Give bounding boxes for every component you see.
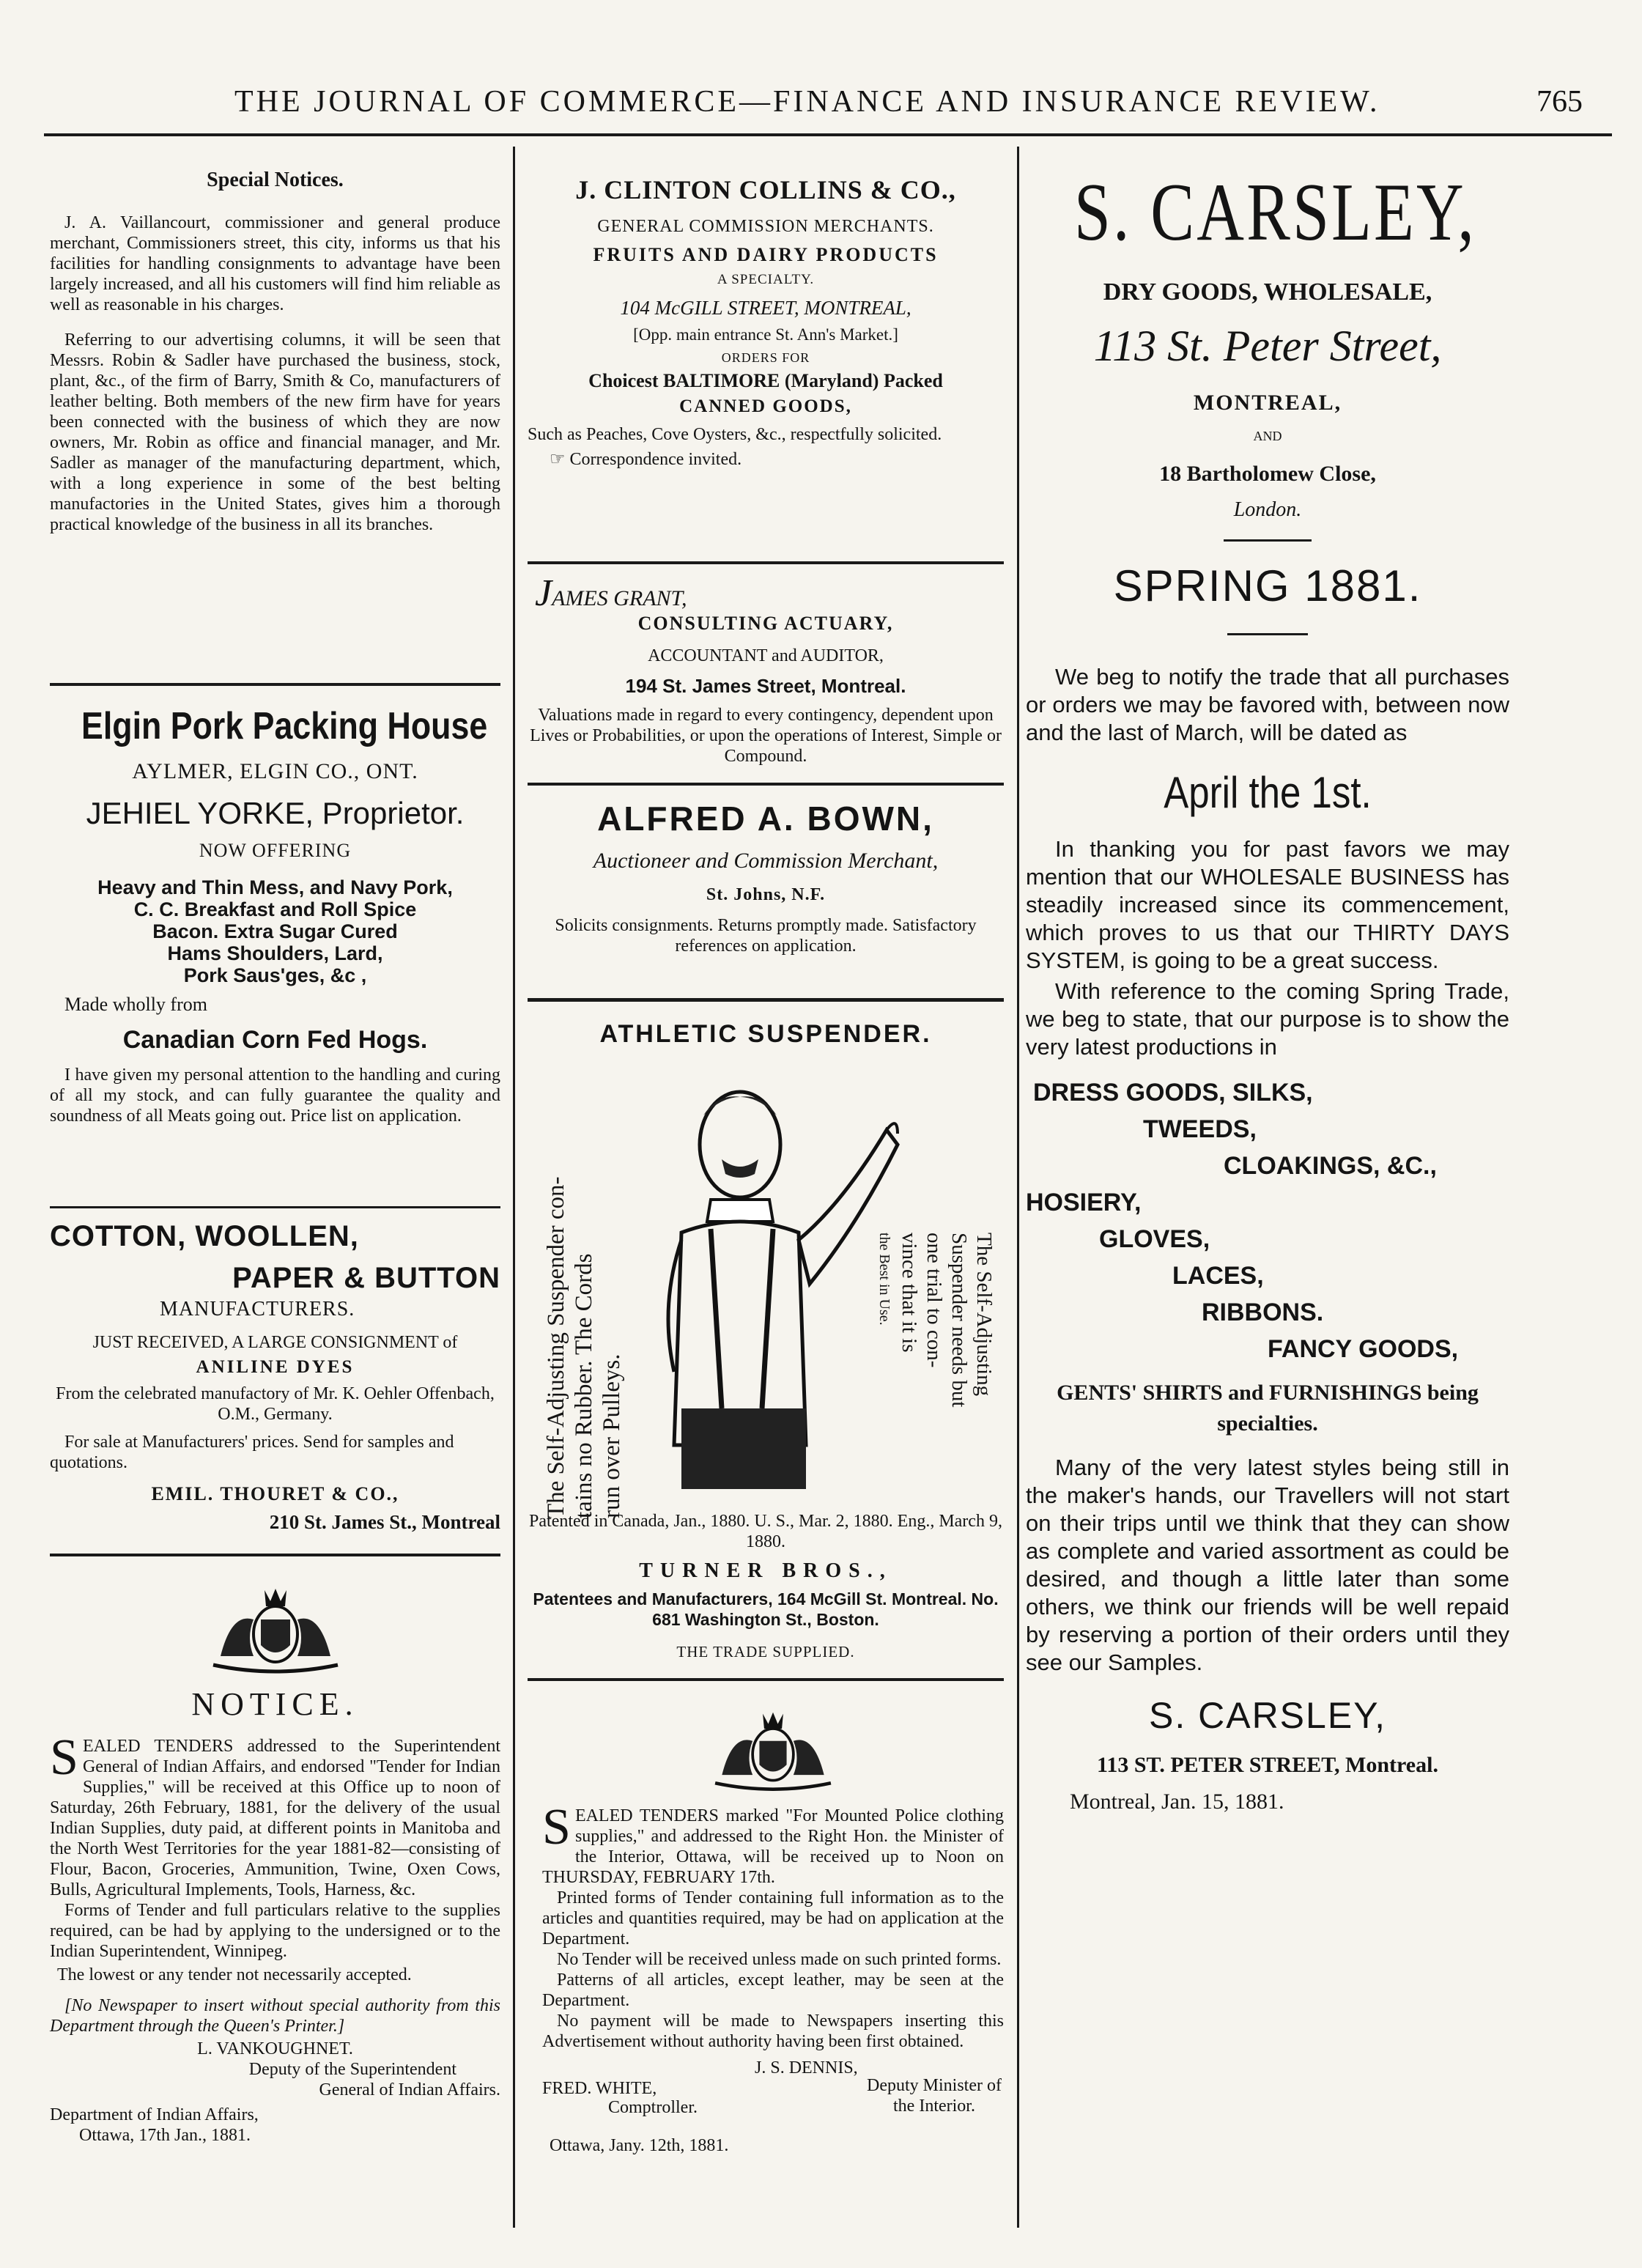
collins-name: J. CLINTON COLLINS & CO., <box>575 175 956 204</box>
grant-body: Valuations made in regard to every contingency, dependent upon Lives or Probabilities, or upon the operations of Interest, Simple or Compound. <box>530 706 1002 766</box>
notice-body-1: SEALED TENDERS addressed to the Superintendent General of Indian Affairs, and endorsed "Tender for Indian Supplies," will be received at this Office up to noon of Saturday, 26th February, 1881, for the delivery of the usual Indian Supplies, duty paid, at different points in Manitoba and the North West Territories for the year 1881-82—consisting of Flour, Bacon, Groceries, Ammunition, Twine, Oxen Cows, Bulls, Agricultural Implements, Tools, Harness, &c. <box>50 1729 500 1899</box>
collins-canned: CANNED GOODS, <box>679 396 852 416</box>
signer-white: FRED. WHITE, <box>542 2079 657 2098</box>
column-divider-2 <box>1017 147 1019 2228</box>
tenders-signatures <box>542 2058 1004 2125</box>
collins-choicest: Choicest BALTIMORE (Maryland) Packed <box>588 370 943 391</box>
bown-role: Auctioneer and Commission Merchant, <box>593 849 939 873</box>
goods-item: FANCY GOODS, <box>1268 1335 1459 1363</box>
suspender-trade: THE TRADE SUPPLIED. <box>676 1643 855 1661</box>
cotton-received: JUST RECEIVED, A LARGE CONSIGNMENT of <box>92 1333 458 1352</box>
carsley-april: April the 1st. <box>1164 768 1372 817</box>
bown-ad <box>528 799 1004 956</box>
tenders-body-5: No payment will be made to Newspapers inserting this Advertisement without authority having been first obtained. <box>542 2012 1004 2051</box>
elgin-offering: NOW OFFERING <box>199 840 352 861</box>
carsley-city: MONTREAL, <box>1193 391 1342 415</box>
col2-rule-3 <box>528 998 1004 1002</box>
running-title: THE JOURNAL OF COMMERCE—FINANCE AND INSURANCE REVIEW. <box>234 85 1380 119</box>
elgin-proprietor: JEHIEL YORKE, Proprietor. <box>86 796 465 830</box>
header-rule <box>44 133 1612 136</box>
collins-correspondence: ☞ Correspondence invited. <box>550 450 742 469</box>
carsley-season: SPRING 1881. <box>1113 561 1422 610</box>
col1-rule-2 <box>50 1206 500 1208</box>
short-rule <box>1224 539 1312 542</box>
carsley-thanking: In thanking you for past favors we may mention that our WHOLESALE BUSINESS has steadily increased since its commencement, which proves to us that our THIRTY DAYS SYSTEM, is going to be a great success. <box>1026 836 1509 973</box>
signer-dennis-title: Deputy Minister of the Interior. <box>867 2076 1002 2116</box>
notice-body-3: The lowest or any tender not necessarily accepted. <box>57 1965 412 1984</box>
goods-item: CLOAKINGS, &C., <box>1224 1152 1437 1180</box>
goods-item: LACES, <box>1172 1262 1264 1290</box>
suspender-patent: Patented in Canada, Jan., 1880. U. S., Mar. 2, 1880. Eng., March 9, 1880. <box>529 1512 1002 1551</box>
carsley-ad <box>1026 169 1509 1814</box>
notice-robin-sadler: Referring to our advertising columns, it will be seen that Messrs. Robin & Sadler have purchased the business, stock, plant, &c., of the firm of Barry, Smith & Co, manufacturers of leather belting. Both members of the new firm have for years been connected with the business of which they are now owners, Mr. Robin as office and financial manager, and Mr. Sadler as manager of the manufacturing department, which, with a long experience in some of the best belting manufactories in the United States, gives him a thorough practical knowledge of the business in all its branches. <box>50 330 500 534</box>
indian-notice <box>50 1576 500 2146</box>
product-line: Pork Saus'ges, &c , <box>183 964 367 986</box>
notice-date: Ottawa, 17th Jan., 1881. <box>79 2126 251 2145</box>
collins-products: FRUITS AND DAIRY PRODUCTS <box>593 244 939 265</box>
carsley-london-address: 18 Bartholomew Close, <box>1159 462 1376 486</box>
drop-cap: S <box>542 1799 571 1855</box>
goods-item: TWEEDS, <box>1143 1115 1257 1143</box>
carsley-sig-name: S. CARSLEY, <box>1148 1695 1386 1736</box>
grant-address: 194 St. James Street, Montreal. <box>625 675 906 697</box>
carsley-name: S. CARSLEY, <box>1074 167 1476 258</box>
goods-item: GLOVES, <box>1099 1225 1210 1253</box>
column-divider-1 <box>513 147 515 2228</box>
bown-body: Solicits consignments. Returns promptly made. Satisfactory references on application. <box>555 916 977 956</box>
col2-rule-2 <box>528 783 1004 786</box>
collins-subtitle: GENERAL COMMISSION MERCHANTS. <box>597 217 934 236</box>
tenders-body-2: Printed forms of Tender containing full information as to the articles and quantities required, may be had on application at the Department. <box>542 1888 1004 1949</box>
goods-item: DRESS GOODS, SILKS, <box>1033 1079 1313 1107</box>
carsley-london: London. <box>1233 498 1302 521</box>
drop-cap: J <box>535 572 552 614</box>
elgin-title: Elgin Pork Packing House <box>81 705 488 747</box>
pointing-hand-icon: ☞ <box>550 450 570 469</box>
column-1 <box>50 169 500 535</box>
col2-rule-1 <box>528 561 1004 564</box>
bown-name: ALFRED A. BOWN, <box>597 799 934 838</box>
goods-item: HOSIERY, <box>1026 1189 1142 1216</box>
notice-heading: NOTICE. <box>191 1686 359 1722</box>
carsley-sig-address: 113 ST. PETER STREET, Montreal. <box>1097 1753 1438 1777</box>
col1-rule-3 <box>50 1554 500 1556</box>
notice-signer-title1: Deputy of the Superintendent <box>248 2060 456 2079</box>
col1-rule-1 <box>50 683 500 686</box>
suspender-title: ATHLETIC SUSPENDER. <box>599 1020 932 1048</box>
grant-role: CONSULTING ACTUARY, <box>637 613 894 634</box>
cotton-line2: PAPER & BUTTON <box>232 1262 500 1294</box>
special-notices-heading: Special Notices. <box>207 169 344 191</box>
grant-role2: ACCOUNTANT and AUDITOR, <box>648 646 884 665</box>
notice-signer-title2: General of Indian Affairs. <box>319 2080 500 2099</box>
tenders-body-3: No Tender will be received unless made on such printed forms. <box>557 1950 1002 1969</box>
elgin-body: I have given my personal attention to the handling and curing of all my stock, and can fully guarantee the quality and soundness of all Meats going out. Price list on application. <box>50 1065 500 1126</box>
suspender-left-text: The Self-Adjusting Suspender con- tains no Rubber. The Cords run over Pulleys. <box>543 1176 625 1518</box>
cotton-sale: For sale at Manufacturers' prices. Send for samples and quotations. <box>50 1433 454 1472</box>
page-header <box>44 77 1612 128</box>
collins-specialty: A SPECIALTY. <box>717 272 815 287</box>
elgin-made-from: Made wholly from <box>64 994 207 1015</box>
elgin-hogs: Canadian Corn Fed Hogs. <box>122 1026 428 1054</box>
cotton-from: From the celebrated manufactory of Mr. K. Oehler Offenbach, O.M., Germany. <box>56 1384 495 1424</box>
collins-orders: ORDERS FOR <box>721 350 810 365</box>
tenders-body-4: Patterns of all articles, except leather, may be seen at the Department. <box>542 1970 1004 2010</box>
goods-item: RIBBONS. <box>1202 1299 1324 1326</box>
carsley-sig-date: Montreal, Jan. 15, 1881. <box>1070 1789 1284 1814</box>
cotton-firm: EMIL. THOURET & CO., <box>151 1483 399 1504</box>
carsley-trade: DRY GOODS, WHOLESALE, <box>1103 278 1432 306</box>
cotton-line3: MANUFACTURERS. <box>160 1298 355 1320</box>
product-line: Heavy and Thin Mess, and Navy Pork, <box>97 876 453 898</box>
notice-body-4: [No Newspaper to insert without special authority from this Department through the Queen's Printer.] <box>50 1996 500 2036</box>
carsley-gents: GENTS' SHIRTS and FURNISHINGS being specialties. <box>1057 1381 1479 1436</box>
cotton-address: 210 St. James St., Montreal <box>269 1511 500 1533</box>
mounted-police-tenders <box>542 1700 1004 2156</box>
cotton-line1: COTTON, WOOLLEN, <box>50 1220 359 1252</box>
notice-vaillancourt: J. A. Vaillancourt, commissioner and general produce merchant, Commissioners street, this city, informs us that his facilities for handling consignments to advantage have been largely increased, and all his customers will find him reliable as well as reasonable in his charges. <box>50 213 500 314</box>
product-line: C. C. Breakfast and Roll Spice <box>133 898 417 920</box>
tenders-body-1: SEALED TENDERS marked "For Mounted Police clothing supplies," and addressed to the Right Hon. the Minister of the Interior, Ottawa, will be received up to Noon on THURSDAY, FEBRUARY 17th. <box>542 1799 1004 1887</box>
collins-opp: [Opp. main entrance St. Ann's Market.] <box>633 325 898 344</box>
collins-address: 104 McGILL STREET, MONTREAL, <box>620 297 911 319</box>
grant-ad <box>528 572 1004 767</box>
notice-body-2: Forms of Tender and full particulars relative to the supplies required, can be had by applying to the undersigned or to the Indian Superintendent, Winnipeg. <box>50 1901 500 1961</box>
suspender-ad <box>528 1020 1004 1680</box>
cotton-ad <box>50 1220 500 1534</box>
bown-place: St. Johns, N.F. <box>706 885 826 904</box>
grant-name: JAMES GRANT, <box>535 572 687 614</box>
cotton-aniline: ANILINE DYES <box>196 1357 355 1377</box>
carsley-goods-list <box>1026 1074 1509 1367</box>
elgin-ad <box>50 703 500 1126</box>
carsley-address: 113 St. Peter Street, <box>1093 322 1442 370</box>
elgin-products <box>50 876 500 986</box>
carsley-reference: With reference to the coming Spring Trade, we beg to state, that our purpose is to show the very latest productions in <box>1026 978 1509 1060</box>
product-line: Bacon. Extra Sugar Cured <box>152 920 398 942</box>
product-line: Hams Shoulders, Lard, <box>167 942 383 964</box>
suspender-address: Patentees and Manufacturers, 164 McGill St. Montreal. No. 681 Washington St., Boston. <box>533 1589 999 1629</box>
collins-ad <box>528 174 1004 470</box>
collins-such: Such as Peaches, Cove Oysters, &c., respectfully solicited. <box>528 425 942 444</box>
royal-crest-icon <box>191 1576 360 1678</box>
page-number: 765 <box>1536 85 1583 119</box>
royal-crest-icon <box>689 1700 857 1795</box>
carsley-notify: We beg to notify the trade that all purchases or orders we may be favored with, between now and the last of March, will be dated as <box>1026 664 1509 745</box>
col2-rule-4 <box>528 1678 1004 1681</box>
drop-cap: S <box>50 1729 78 1786</box>
carsley-and: AND <box>1253 429 1282 443</box>
elgin-location: AYLMER, ELGIN CO., ONT. <box>132 759 418 783</box>
notice-signer: L. VANKOUGHNET. <box>197 2039 353 2058</box>
suspender-right-text: The Self-Adjusting Suspender needs but one trial to con- vince that it is the Best in Use. <box>876 1233 996 1408</box>
tenders-date: Ottawa, Jany. 12th, 1881. <box>550 2136 729 2155</box>
carsley-makers: Many of the very latest styles being still in the maker's hands, our Travellers will not start on their trips until we think that they can show as complete and varied assortment as could be desired, and though a little later than some others, we think our friends will be well repaid by reserving a portion of their orders until they see our Samples. <box>1026 1455 1509 1675</box>
signer-white-title: Comptroller. <box>608 2098 698 2117</box>
man-illustration-icon <box>652 1064 901 1504</box>
suspender-firm: TURNER BROS., <box>639 1559 892 1582</box>
short-rule <box>1227 633 1308 635</box>
notice-dept: Department of Indian Affairs, <box>50 2105 259 2124</box>
signer-dennis: J. S. DENNIS, <box>755 2058 858 2077</box>
